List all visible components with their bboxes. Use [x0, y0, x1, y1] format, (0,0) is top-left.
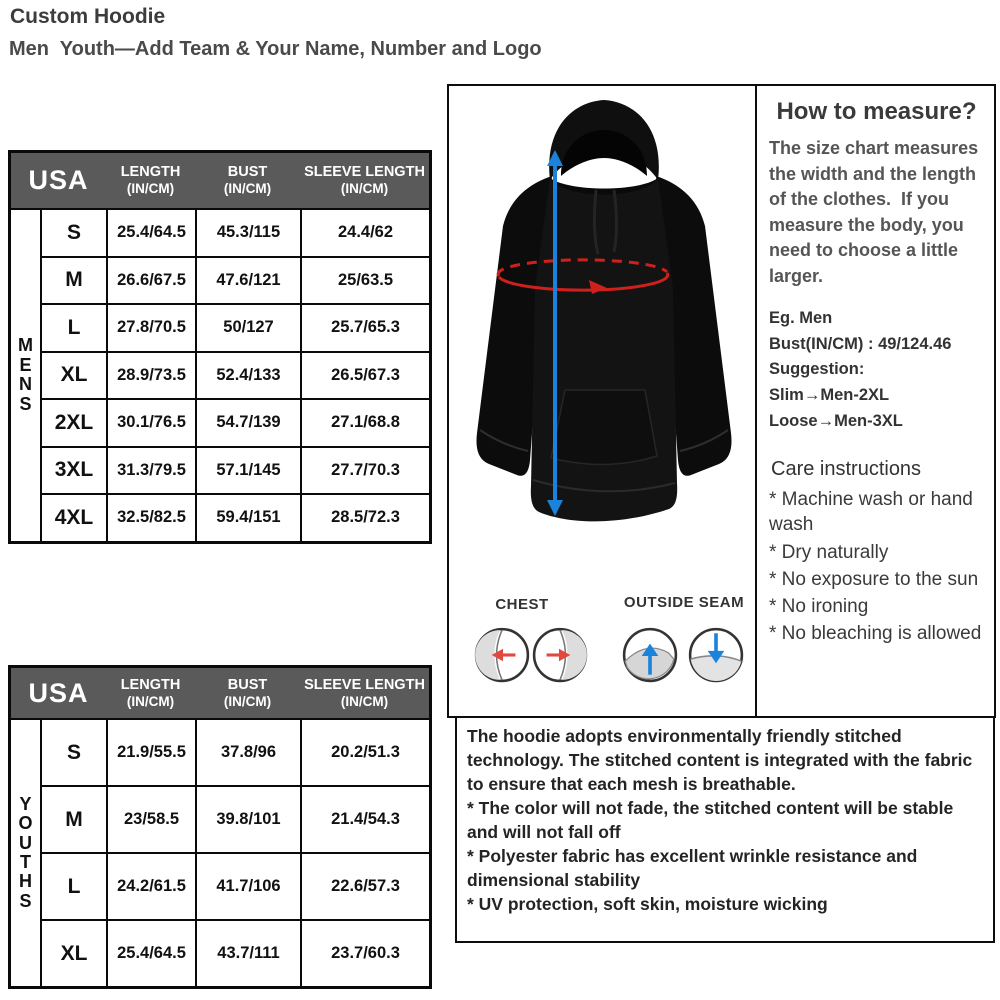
- care-instructions-list: [769, 487, 984, 647]
- length-cell: 27.8/70.5: [106, 303, 195, 351]
- size-cell: M: [40, 785, 106, 852]
- size-cell: M: [40, 256, 106, 304]
- group-label-vertical: [11, 718, 40, 986]
- hoodie-diagram-box: [447, 84, 757, 718]
- page-subtitle: Men Youth—Add Team & Your Name, Number and Logo: [9, 38, 542, 60]
- sleeve-cell: 25/63.5: [300, 256, 429, 304]
- column-unit: (IN/CM): [223, 693, 272, 709]
- bust-cell: 37.8/96: [195, 718, 300, 785]
- list-line: * No exposure to the sun: [769, 568, 979, 590]
- chest-arrow-right-icon: [531, 626, 589, 684]
- length-cell: 30.1/76.5: [106, 398, 195, 446]
- column-label: SLEEVE LENGTH: [304, 164, 425, 180]
- description-paragraph: * Polyester fabric has excellent wrinkle resistance and dimensional stability: [467, 845, 918, 890]
- group-letter: M: [18, 335, 33, 356]
- column-label: BUST: [227, 676, 268, 693]
- column-unit: (IN/CM): [223, 181, 272, 197]
- bust-cell: 50/127: [195, 303, 300, 351]
- column-header-cell: [195, 668, 300, 718]
- sleeve-cell: 22.6/57.3: [300, 852, 429, 919]
- length-cell: 31.3/79.5: [106, 446, 195, 494]
- list-line: * No bleaching is allowed: [769, 623, 982, 645]
- list-line: * Machine wash or hand wash: [769, 489, 973, 536]
- how-to-measure-body: The size chart measures the width and the length of the clothes. If you measure the body, you need to choose a little larger.: [769, 138, 984, 286]
- product-description-box: [455, 716, 995, 943]
- mens-size-table: [8, 150, 432, 544]
- region-header-cell: USA: [11, 153, 106, 208]
- description-paragraph: * The color will not fade, the stitched content will be stable and will not fall off: [467, 797, 954, 842]
- bust-cell: 43.7/111: [195, 919, 300, 986]
- group-letter: Y: [19, 793, 32, 814]
- bust-cell: 45.3/115: [195, 208, 300, 256]
- size-cell: 4XL: [40, 493, 106, 541]
- size-cell: S: [40, 208, 106, 256]
- column-unit: (IN/CM): [126, 181, 175, 197]
- sleeve-cell: 25.7/65.3: [300, 303, 429, 351]
- sizing-example: [769, 306, 984, 434]
- length-cell: 25.4/64.5: [106, 208, 195, 256]
- column-label: LENGTH: [120, 676, 181, 693]
- bust-cell: 47.6/121: [195, 256, 300, 304]
- sleeve-cell: 27.1/68.8: [300, 398, 429, 446]
- care-instructions-title: Care instructions: [771, 458, 922, 481]
- column-label: BUST: [227, 164, 268, 180]
- how-to-measure-panel: [755, 84, 996, 718]
- list-line: Eg. Men: [769, 309, 833, 328]
- length-cell: 32.5/82.5: [106, 493, 195, 541]
- how-to-measure-title: How to measure?: [776, 98, 977, 125]
- size-cell: XL: [40, 919, 106, 986]
- length-cell: 24.2/61.5: [106, 852, 195, 919]
- column-unit: (IN/CM): [340, 181, 389, 197]
- list-line: * No ironing: [769, 596, 869, 618]
- group-letter: T: [20, 852, 31, 872]
- chest-label: CHEST: [495, 596, 549, 613]
- size-cell: 2XL: [40, 398, 106, 446]
- bust-cell: 39.8/101: [195, 785, 300, 852]
- group-label-vertical: [11, 208, 40, 541]
- list-line: Bust(IN/CM) : 49/124.46: [769, 334, 952, 353]
- group-letter: N: [19, 374, 32, 395]
- size-cell: S: [40, 718, 106, 785]
- list-line: Loose→Men-3XL: [769, 411, 903, 430]
- region-header-cell: USA: [11, 668, 106, 718]
- group-letter: E: [19, 354, 32, 375]
- sleeve-cell: 28.5/72.3: [300, 493, 429, 541]
- group-letter: S: [19, 393, 32, 414]
- column-header-cell: [106, 153, 195, 208]
- seam-arrow-down-icon: [687, 626, 745, 684]
- list-line: Slim→Men-2XL: [769, 385, 890, 404]
- list-line: Suggestion:: [769, 360, 865, 379]
- column-label: SLEEVE LENGTH: [304, 676, 425, 693]
- column-header-cell: [300, 153, 429, 208]
- group-letter: S: [19, 890, 32, 911]
- bust-cell: 41.7/106: [195, 852, 300, 919]
- size-cell: XL: [40, 351, 106, 399]
- seam-arrow-up-icon: [621, 626, 679, 684]
- column-header-cell: [195, 153, 300, 208]
- sleeve-cell: 24.4/62: [300, 208, 429, 256]
- column-header-cell: [106, 668, 195, 718]
- description-paragraph: * UV protection, soft skin, moisture wicking: [467, 893, 828, 914]
- group-letter: U: [19, 832, 32, 853]
- bust-cell: 59.4/151: [195, 493, 300, 541]
- length-cell: 25.4/64.5: [106, 919, 195, 986]
- length-cell: 21.9/55.5: [106, 718, 195, 785]
- bust-cell: 52.4/133: [195, 351, 300, 399]
- sleeve-cell: 27.7/70.3: [300, 446, 429, 494]
- page-title: Custom Hoodie: [10, 5, 166, 28]
- list-line: * Dry naturally: [769, 541, 889, 563]
- sleeve-cell: 26.5/67.3: [300, 351, 429, 399]
- size-table-grid: [11, 153, 429, 541]
- column-unit: (IN/CM): [126, 693, 175, 709]
- sleeve-cell: 20.2/51.3: [300, 718, 429, 785]
- group-letter: O: [18, 813, 33, 834]
- group-letter: H: [19, 871, 32, 892]
- length-cell: 28.9/73.5: [106, 351, 195, 399]
- hoodie-image: [449, 88, 757, 533]
- youths-size-table: [8, 665, 432, 989]
- size-cell: L: [40, 303, 106, 351]
- bust-cell: 57.1/145: [195, 446, 300, 494]
- size-cell: 3XL: [40, 446, 106, 494]
- length-cell: 23/58.5: [106, 785, 195, 852]
- sleeve-cell: 21.4/54.3: [300, 785, 429, 852]
- column-label: LENGTH: [120, 164, 181, 180]
- column-header-cell: [300, 668, 429, 718]
- outside-seam-label: OUTSIDE SEAM: [623, 594, 745, 611]
- bust-cell: 54.7/139: [195, 398, 300, 446]
- chest-arrow-left-icon: [473, 626, 531, 684]
- size-table-grid: [11, 668, 429, 986]
- sleeve-cell: 23.7/60.3: [300, 919, 429, 986]
- size-cell: L: [40, 852, 106, 919]
- length-cell: 26.6/67.5: [106, 256, 195, 304]
- column-unit: (IN/CM): [340, 693, 389, 709]
- description-paragraph: The hoodie adopts environmentally friendly stitched technology. The stitched content is integrated with the fabric to ensure that each mesh is breathable.: [467, 726, 973, 794]
